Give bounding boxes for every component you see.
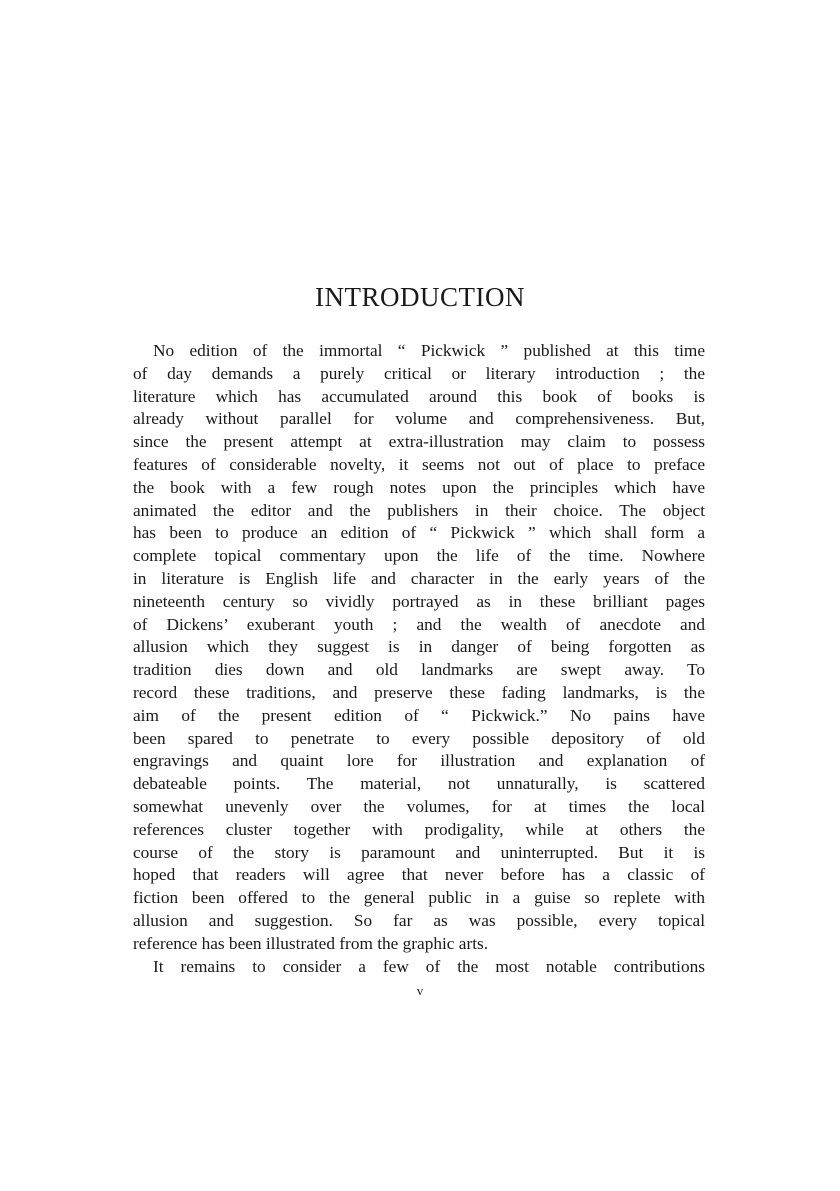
paragraph-1 [133,340,705,956]
text-line: record these traditions, and preserve these fading landmarks, is the [133,682,705,702]
text-line: the book with a few rough notes upon the principles which have [133,477,705,497]
introduction-text [133,340,705,978]
text-line: allusion and suggestion. So far as was possible, every topical [133,910,705,930]
text-line: engravings and quaint lore for illustration and explanation of [133,751,705,771]
text-line: tradition dies down and old landmarks are swept away. To [133,660,705,680]
text-line: references cluster together with prodigality, while at others the [133,819,705,839]
text-line: in literature is English life and character in the early years of the [133,568,705,588]
text-line: allusion which they suggest is in danger of being forgotten as [133,637,705,657]
text-line: has been to produce an edition of “ Pickwick ” which shall form a [133,523,705,543]
text-line: of day demands a purely critical or literary introduction ; the [133,363,705,383]
paragraph-2 [133,956,705,979]
page-title: INTRODUCTION [315,282,525,312]
text-line: features of considerable novelty, it seems not out of place to preface [133,454,705,474]
text-line: animated the editor and the publishers in their choice. The object [133,500,705,520]
text-line: It remains to consider a few of the most notable contributions [153,956,705,976]
text-line: somewhat unevenly over the volumes, for at times the local [133,796,705,816]
text-line: fiction been offered to the general public in a guise so replete with [133,888,705,908]
text-line: reference has been illustrated from the graphic arts. [133,933,489,953]
text-line: of Dickens’ exuberant youth ; and the wealth of anecdote and [133,614,705,634]
text-line: been spared to penetrate to every possible depository of old [133,728,705,748]
text-line: already without parallel for volume and comprehensiveness. But, [133,409,705,429]
text-line: since the present attempt at extra-illustration may claim to possess [133,432,705,452]
text-line: aim of the present edition of “ Pickwick.” No pains have [133,705,705,725]
text-line: literature which has accumulated around this book of books is [133,386,705,406]
text-line: complete topical commentary upon the life of the time. Nowhere [133,546,705,566]
text-line: course of the story is paramount and uninterrupted. But it is [133,842,705,862]
page-number: v [416,983,424,998]
text-line: hoped that readers will agree that never before has a classic of [133,865,705,885]
text-line: debateable points. The material, not unnaturally, is scattered [133,774,705,794]
text-line: No edition of the immortal “ Pickwick ” published at this time [153,341,705,360]
text-line: nineteenth century so vividly portrayed as in these brilliant pages [133,591,705,611]
